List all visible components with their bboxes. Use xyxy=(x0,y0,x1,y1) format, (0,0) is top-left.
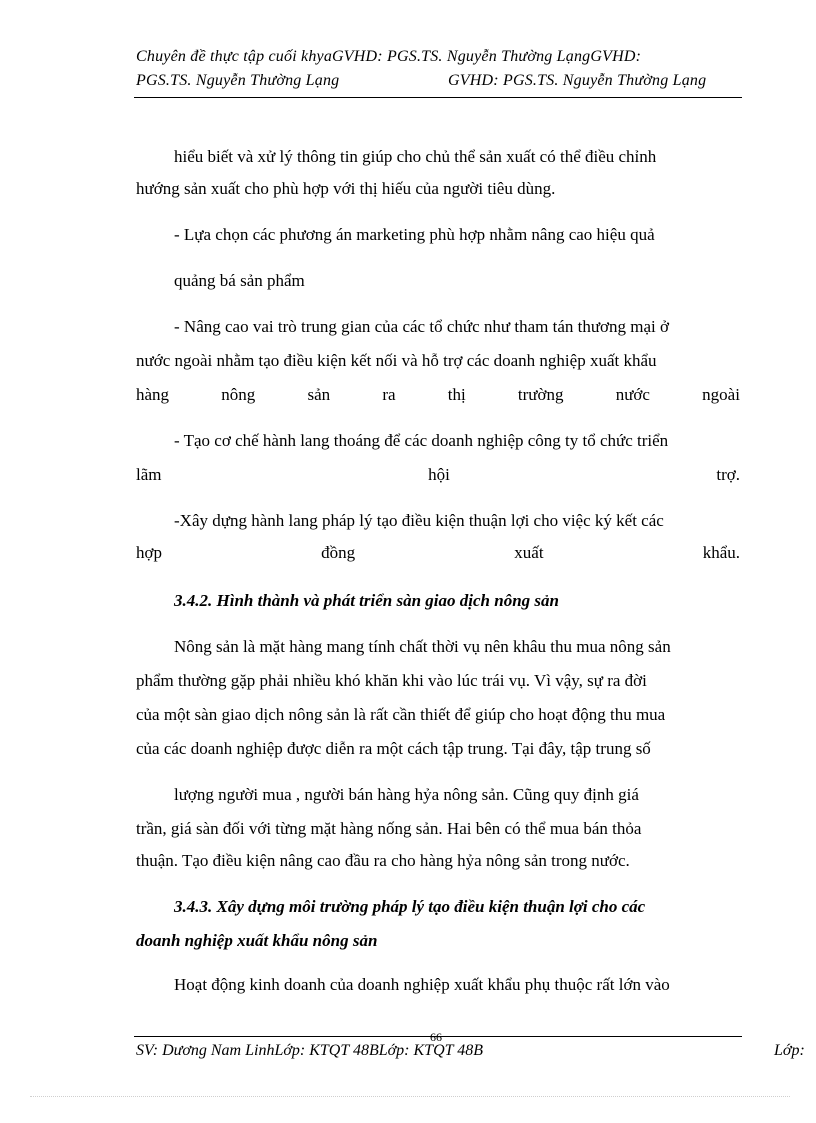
paragraph-7-line-1: lượng người mua , người bán hàng hỷa nông sản. Cũng quy định giá xyxy=(174,785,639,804)
word: trường xyxy=(517,385,564,404)
word: sản xyxy=(307,385,331,404)
word: thị xyxy=(447,385,466,404)
word: hàng xyxy=(136,385,170,404)
header-rule xyxy=(134,97,742,98)
paragraph-1-line-2: hướng sản xuất cho phù hợp với thị hiếu của người tiêu dùng. xyxy=(136,179,556,198)
word: nông xyxy=(221,385,256,404)
word: hội xyxy=(428,465,450,484)
paragraph-5-line-2 xyxy=(136,542,740,564)
word: ra xyxy=(382,385,396,404)
paragraph-4-line-2 xyxy=(136,464,740,486)
word: đồng xyxy=(321,543,356,562)
word: nước xyxy=(615,385,650,404)
word: trợ. xyxy=(716,465,740,484)
page-bottom-divider xyxy=(30,1096,790,1097)
section-heading-3-4-2: 3.4.2. Hình thành và phát triển sàn giao dịch nông sản xyxy=(174,591,559,610)
paragraph-2-line-1: - Lựa chọn các phương án marketing phù hợp nhằm nâng cao hiệu quả xyxy=(174,225,655,244)
paragraph-8-line-1: Hoạt động kinh doanh của doanh nghiệp xuất khẩu phụ thuộc rất lớn vào xyxy=(174,975,670,994)
word: lãm xyxy=(136,465,162,484)
paragraph-3-line-1: - Nâng cao vai trò trung gian của các tổ chức như tham tán thương mại ở xyxy=(174,317,670,336)
section-heading-3-4-3-line-1: 3.4.3. Xây dựng môi trường pháp lý tạo điều kiện thuận lợi cho các xyxy=(174,897,646,916)
paragraph-2-line-2: quảng bá sản phẩm xyxy=(174,271,305,290)
paragraph-6-line-4: của các doanh nghiệp được diễn ra một cách tập trung. Tại đây, tập trung số xyxy=(136,739,651,758)
page-number: 66 xyxy=(430,1030,442,1044)
word: khẩu. xyxy=(702,543,740,562)
paragraph-6-line-1: Nông sản là mặt hàng mang tính chất thời vụ nên khâu thu mua nông sản xyxy=(174,637,671,656)
paragraph-6-line-3: của một sàn giao dịch nông sản là rất cần thiết để giúp cho hoạt động thu mua xyxy=(136,705,666,724)
header-line-1: Chuyên đề thực tập cuối khyaGVHD: PGS.TS. Nguyễn Thường LạngGVHD: xyxy=(136,48,642,65)
word: hợp xyxy=(136,543,162,562)
paragraph-3-line-3 xyxy=(136,384,740,406)
header-line-2-left: PGS.TS. Nguyễn Thường Lạng xyxy=(136,72,340,89)
paragraph-7-line-3: thuận. Tạo điều kiện nâng cao đầu ra cho hàng hỷa nông sản trong nước. xyxy=(136,851,630,870)
paragraph-5-line-1: -Xây dựng hành lang pháp lý tạo điều kiện thuận lợi cho việc ký kết các xyxy=(174,511,664,530)
paragraph-1-line-1: hiểu biết và xử lý thông tin giúp cho chủ thể sản xuất có thể điều chỉnh xyxy=(174,147,657,166)
word: xuất xyxy=(514,543,544,562)
footer-class-label: Lớp: xyxy=(774,1042,805,1059)
word: ngoài xyxy=(702,385,740,404)
section-heading-3-4-3-line-2: doanh nghiệp xuất khẩu nông sản xyxy=(136,931,378,950)
footer-student-info: SV: Dương Nam LinhLớp: KTQT 48BLớp: KTQT 48B xyxy=(136,1042,483,1059)
paragraph-4-line-1: - Tạo cơ chế hành lang thoáng để các doanh nghiệp công ty tổ chức triển xyxy=(174,431,669,450)
paragraph-7-line-2: trần, giá sàn đối với từng mặt hàng nống sản. Hai bên có thể mua bán thỏa xyxy=(136,819,642,838)
paragraph-6-line-2: phẩm thường gặp phải nhiều khó khăn khi vào lúc trái vụ. Vì vậy, sự ra đời xyxy=(136,671,647,690)
paragraph-3-line-2: nước ngoài nhằm tạo điều kiện kết nối và hỗ trợ các doanh nghiệp xuất khẩu xyxy=(136,351,657,370)
header-line-2-right: GVHD: PGS.TS. Nguyễn Thường Lạng xyxy=(448,72,707,89)
